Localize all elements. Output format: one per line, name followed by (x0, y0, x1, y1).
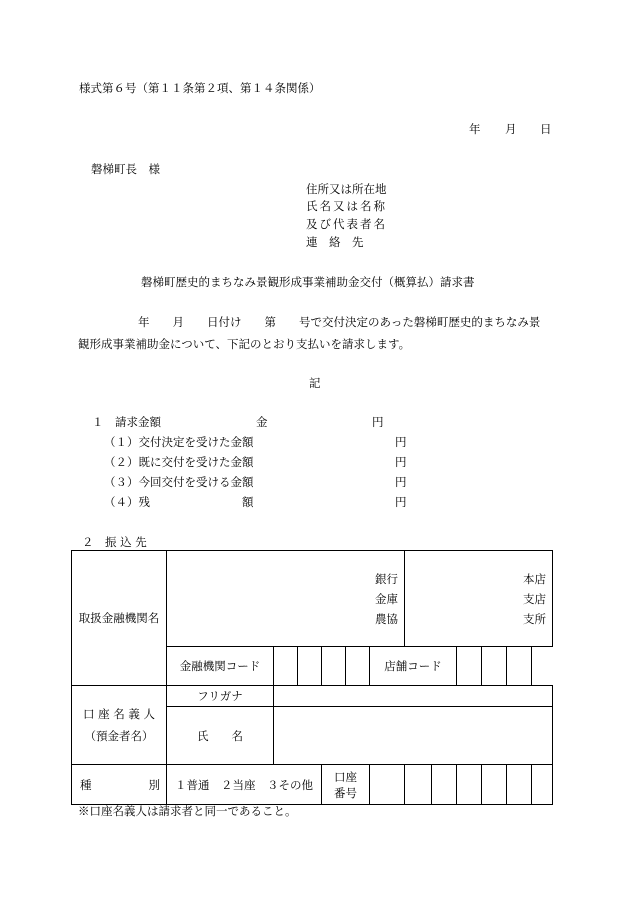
item-3-unit: 円 (395, 475, 407, 489)
bank-type-2: 金庫 (375, 591, 398, 606)
institution-label: 取扱金融機関名 (72, 551, 167, 686)
date-month: 月 (505, 122, 517, 136)
section2-label: ２ 振 込 先 (82, 535, 147, 549)
date-year: 年 (469, 122, 481, 136)
bank-code-digit[interactable] (274, 647, 298, 686)
holder-name-label: 氏 名 (167, 707, 274, 765)
account-type-label (72, 765, 167, 805)
branch-type-2: 支店 (523, 591, 546, 606)
account-number-digit[interactable] (532, 765, 553, 805)
bank-code-digit[interactable] (346, 647, 370, 686)
account-number-digit[interactable] (432, 765, 457, 805)
applicant-contact-label: 連 絡 先 (306, 235, 364, 249)
item-3-label: （３）今回交付を受ける金額 (104, 475, 254, 489)
branch-type-3: 支所 (523, 611, 546, 626)
item-2-label: （２）既に交付を受けた金額 (104, 455, 254, 469)
form-number: 様式第６号（第１１条第２項、第１４条関係） (79, 81, 321, 95)
branch-code-digit[interactable] (507, 647, 532, 686)
section1-yen: 円 (372, 415, 384, 429)
branch-code-digit[interactable] (457, 647, 482, 686)
item-1-unit: 円 (395, 435, 407, 449)
holder-name-input[interactable] (274, 707, 553, 765)
account-number-digit[interactable] (457, 765, 482, 805)
account-holder-sub: （預金者名） (84, 729, 154, 743)
bank-code-label: 金融機関コード (167, 647, 274, 686)
item-4-label-2: 額 (242, 495, 254, 509)
branch-name-cell[interactable] (405, 551, 553, 647)
bank-code-digit[interactable] (322, 647, 346, 686)
account-holder-label-cell (72, 686, 167, 765)
furigana-input[interactable] (274, 686, 553, 707)
bank-type-1: 銀行 (375, 571, 398, 586)
ki-heading: 記 (309, 376, 321, 390)
account-number-label-1: 口座 (334, 769, 357, 784)
applicant-rep-label: 及び代表者名 (306, 217, 387, 231)
applicant-name-label: 氏名又は名称 (306, 199, 387, 213)
addressee: 磐梯町長 様 (91, 162, 160, 176)
bank-code-digit[interactable] (298, 647, 322, 686)
account-type-options[interactable]: １普通 ２当座 ３その他 (167, 765, 322, 805)
bank-name-cell[interactable] (167, 551, 405, 647)
item-4-unit: 円 (395, 495, 407, 509)
branch-code-digit[interactable] (482, 647, 507, 686)
bank-type-3: 農協 (375, 611, 398, 626)
branch-code-label: 店舗コード (370, 647, 457, 686)
body-line-2: 観形成事業補助金について、下記のとおり支払いを請求します。 (78, 337, 411, 351)
account-number-digit[interactable] (370, 765, 405, 805)
body-line-1: 年 月 日付け 第 号で交付決定のあった磐梯町歴史的まちなみ景 (115, 315, 541, 329)
item-1-label: （１）交付決定を受けた金額 (104, 435, 254, 449)
account-holder-label: 口 座 名 義 人 (82, 707, 156, 721)
furigana-label: フリガナ (167, 686, 274, 707)
item-2-unit: 円 (395, 455, 407, 469)
date-day: 日 (540, 122, 552, 136)
applicant-address-label: 住所又は所在地 (306, 182, 387, 196)
account-type-label-left: 種 (80, 777, 92, 792)
bank-transfer-table (71, 550, 553, 805)
branch-type-1: 本店 (523, 571, 546, 586)
item-4-label: （４）残 (104, 495, 150, 509)
account-number-digit[interactable] (507, 765, 532, 805)
document-title: 磐梯町歴史的まちなみ景観形成事業補助金交付（概算払）請求書 (141, 275, 475, 289)
account-number-digit[interactable] (405, 765, 432, 805)
section1-label: １ 請求金額 (92, 415, 161, 429)
account-number-label (322, 765, 370, 805)
note: ※口座名義人は請求者と同一であること。 (78, 804, 297, 818)
account-type-label-right: 別 (148, 777, 160, 792)
section1-kin: 金 (256, 415, 268, 429)
account-number-label-2: 番号 (334, 785, 357, 800)
account-number-digit[interactable] (482, 765, 507, 805)
